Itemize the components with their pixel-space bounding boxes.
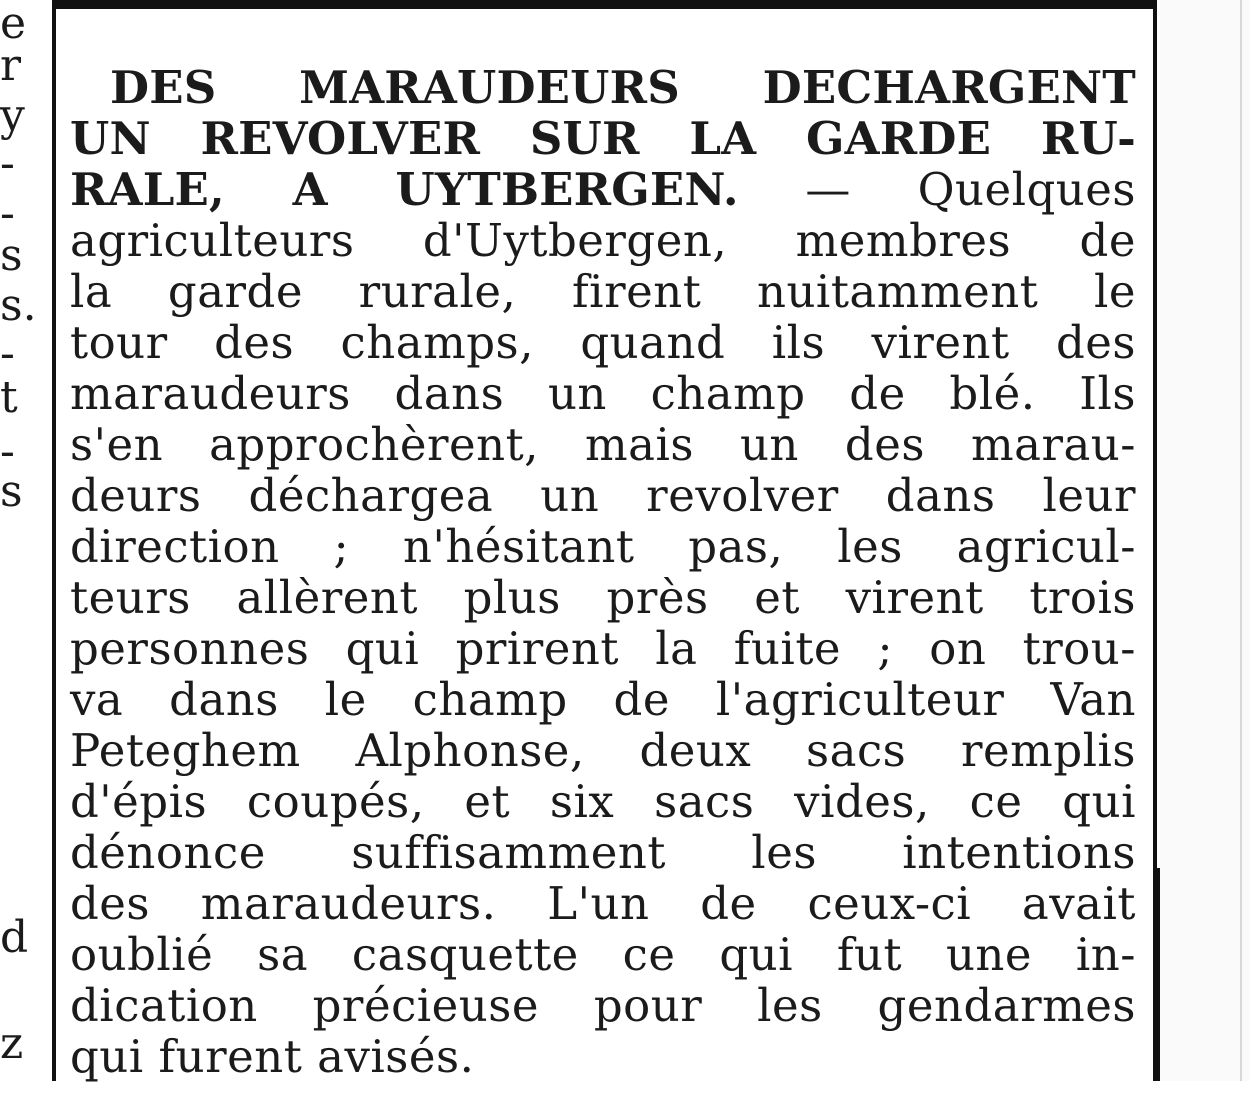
previous-column-letter: r <box>0 40 22 91</box>
article-text: Peteghem Alphonse, deux sacs remplis <box>70 724 1136 777</box>
previous-column-letter: s. <box>0 280 37 331</box>
article-line <box>70 878 1136 929</box>
article-text: des maraudeurs. L'un de ceux-ci avait <box>70 877 1136 930</box>
article-text: s'en approchèrent, mais un des marau- <box>70 418 1136 471</box>
article-text: tour des champs, quand ils virent des <box>70 316 1136 369</box>
article-headline: RALE, A UYTBERGEN. <box>70 163 739 216</box>
article-line <box>70 776 1136 827</box>
article-text: personnes qui prirent la fuite ; on trou- <box>70 622 1136 675</box>
article-text: teurs allèrent plus près et virent trois <box>70 571 1136 624</box>
previous-column-letter: - <box>0 426 15 477</box>
article-line <box>70 929 1136 980</box>
article-text: direction ; n'hésitant pas, les agricul- <box>70 520 1136 573</box>
article-line <box>70 521 1136 572</box>
left-column-rule <box>52 0 56 1081</box>
previous-column-letter: - <box>0 188 15 239</box>
top-border-rule <box>52 0 1157 9</box>
article-text: va dans le champ de l'agriculteur Van <box>70 673 1136 726</box>
article-line <box>70 419 1136 470</box>
article-body <box>70 62 1136 1082</box>
article-line <box>70 572 1136 623</box>
article-line <box>70 980 1136 1031</box>
article-text: la garde rurale, firent nuitamment le <box>70 265 1136 318</box>
previous-column-letter: t <box>0 372 18 423</box>
article-text: — Quelques <box>738 163 1136 216</box>
previous-column-letter: z <box>0 1018 24 1069</box>
adjacent-column-margin <box>1160 0 1250 1081</box>
previous-column-letter: - <box>0 328 15 379</box>
article-text: dénonce suffisamment les intentions <box>70 826 1136 879</box>
article-text: agriculteurs d'Uytbergen, membres de <box>70 214 1136 267</box>
article-text: maraudeurs dans un champ de blé. Ils <box>70 367 1136 420</box>
article-line <box>70 164 1136 215</box>
article-text: deurs déchargea un revolver dans leur <box>70 469 1136 522</box>
article-line <box>70 215 1136 266</box>
article-text: oublié sa casquette ce qui fut une in- <box>70 928 1136 981</box>
article-text: qui furent avisés. <box>70 1030 475 1083</box>
article-headline: DES MARAUDEURS DECHARGENT <box>110 61 1136 114</box>
article-line <box>70 62 1136 113</box>
article-line <box>70 317 1136 368</box>
next-paragraph-cutoff <box>70 1068 1136 1081</box>
previous-column-fragments <box>0 0 37 1081</box>
previous-column-letter: d <box>0 912 29 963</box>
previous-column-letter: s <box>0 466 23 517</box>
article-headline: UN REVOLVER SUR LA GARDE RU- <box>70 112 1136 165</box>
article-line <box>70 725 1136 776</box>
article-text: d'épis coupés, et six sacs vides, ce qui <box>70 775 1136 828</box>
article-line <box>70 470 1136 521</box>
previous-column-letter: e <box>0 0 27 49</box>
previous-column-letter: - <box>0 138 15 189</box>
article-line <box>70 623 1136 674</box>
article-line <box>70 113 1136 164</box>
adjacent-column-rule <box>1240 0 1242 1081</box>
previous-column-letter: s <box>0 230 23 281</box>
article-line <box>70 674 1136 725</box>
article-line <box>70 368 1136 419</box>
article-line <box>70 827 1136 878</box>
article-text: dication précieuse pour les gendarmes <box>70 979 1136 1032</box>
article-line <box>70 266 1136 317</box>
previous-column-letter: y <box>0 90 25 141</box>
